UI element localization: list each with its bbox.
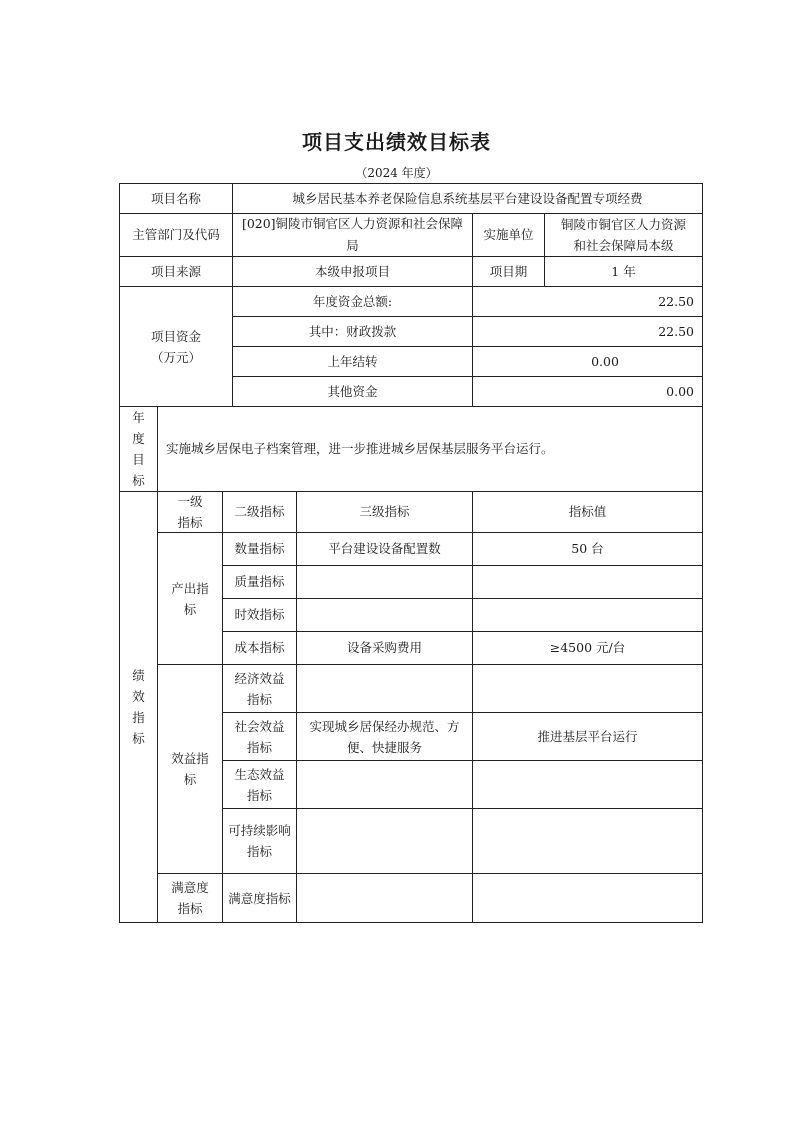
benefit-lvl2-economic: 经济效益指标	[234, 670, 285, 707]
project-name-value: 城乡居民基本养老保险信息系统基层平台建设设备配置专项经费	[292, 190, 643, 206]
output-lvl3-quantity: 平台建设设备配置数	[328, 541, 441, 556]
output-lvl2-cost: 成本指标	[234, 640, 285, 655]
dept-value: [020]铜陵市铜官区人力资源和社会保障局	[241, 216, 464, 253]
benefit-lvl3-ecological	[297, 761, 472, 808]
benefit-value-economic	[473, 665, 702, 712]
satisfaction-lvl3	[297, 874, 472, 922]
benefit-value-sustainable	[473, 809, 702, 873]
funds-fiscal-label: 其中：财政拨款	[308, 323, 397, 339]
annual-goal-label: 年度目标	[132, 410, 145, 488]
output-lvl3-timeliness	[297, 599, 472, 631]
funds-total-value: 22.50	[658, 293, 694, 309]
page-title: 项目支出绩效目标表	[302, 130, 491, 154]
benefit-lvl2-ecological: 生态效益指标	[234, 766, 285, 803]
output-value-timeliness	[473, 599, 702, 631]
benefit-lvl2-social: 社会效益指标	[234, 718, 285, 755]
period-value: 1 年	[611, 263, 636, 279]
funds-fiscal-value: 22.50	[658, 323, 694, 339]
satisfaction-lvl2: 满意度指标	[228, 890, 291, 906]
indicators-label: 绩效指标	[132, 668, 145, 746]
benefit-value-social: 推进基层平台运行	[537, 728, 638, 744]
output-lvl3-cost: 设备采购费用	[346, 640, 422, 655]
funds-carry-value: 0.00	[591, 353, 619, 369]
output-indicators-label: 产出指标	[171, 580, 209, 617]
benefit-lvl3-sustainable	[297, 809, 472, 873]
output-value-cost: ≥4500 元/台	[549, 640, 626, 655]
benefit-value-ecological	[473, 761, 702, 808]
source-label: 项目来源	[150, 263, 201, 279]
satisfaction-indicators-label: 满意度指标	[171, 880, 209, 916]
project-name-label: 项目名称	[150, 190, 201, 206]
benefit-indicators-label: 效益指标	[171, 751, 209, 787]
source-value: 本级申报项目	[314, 263, 390, 279]
funds-label: 项目资金（万元）	[150, 328, 201, 365]
page-subtitle: （2024 年度）	[355, 166, 438, 180]
benefit-lvl3-economic	[297, 665, 472, 712]
output-lvl3-quality	[297, 566, 472, 598]
output-lvl2-quantity: 数量指标	[234, 541, 285, 556]
output-lvl2-quality: 质量指标	[234, 574, 285, 589]
header-value: 指标值	[568, 504, 607, 519]
annual-goal-text: 实施城乡居保电子档案管理，进一步推进城乡居保基层服务平台运行。	[166, 441, 554, 456]
benefit-lvl2-sustainable: 可持续影响指标	[228, 823, 291, 859]
header-lvl2: 二级指标	[234, 504, 285, 519]
output-lvl2-timeliness: 时效指标	[234, 607, 285, 622]
funds-other-label: 其他资金	[327, 383, 378, 399]
satisfaction-value	[473, 874, 702, 922]
header-lvl1: 一级指标	[177, 494, 203, 530]
impl-value: 铜陵市铜官区人力资源和社会保障局本级	[560, 217, 686, 253]
benefit-lvl3-social: 实现城乡居保经办规范、方便、快捷服务	[309, 718, 460, 755]
output-value-quantity: 50 台	[571, 541, 604, 556]
impl-label: 实施单位	[483, 227, 534, 242]
funds-total-label: 年度资金总额:	[312, 293, 393, 309]
funds-other-value: 0.00	[666, 383, 694, 399]
header-lvl3: 三级指标	[359, 504, 410, 519]
output-value-quality	[473, 566, 702, 598]
dept-label: 主管部门及代码	[132, 227, 220, 242]
period-label: 项目期	[489, 263, 528, 279]
funds-carry-label: 上年结转	[327, 353, 378, 369]
